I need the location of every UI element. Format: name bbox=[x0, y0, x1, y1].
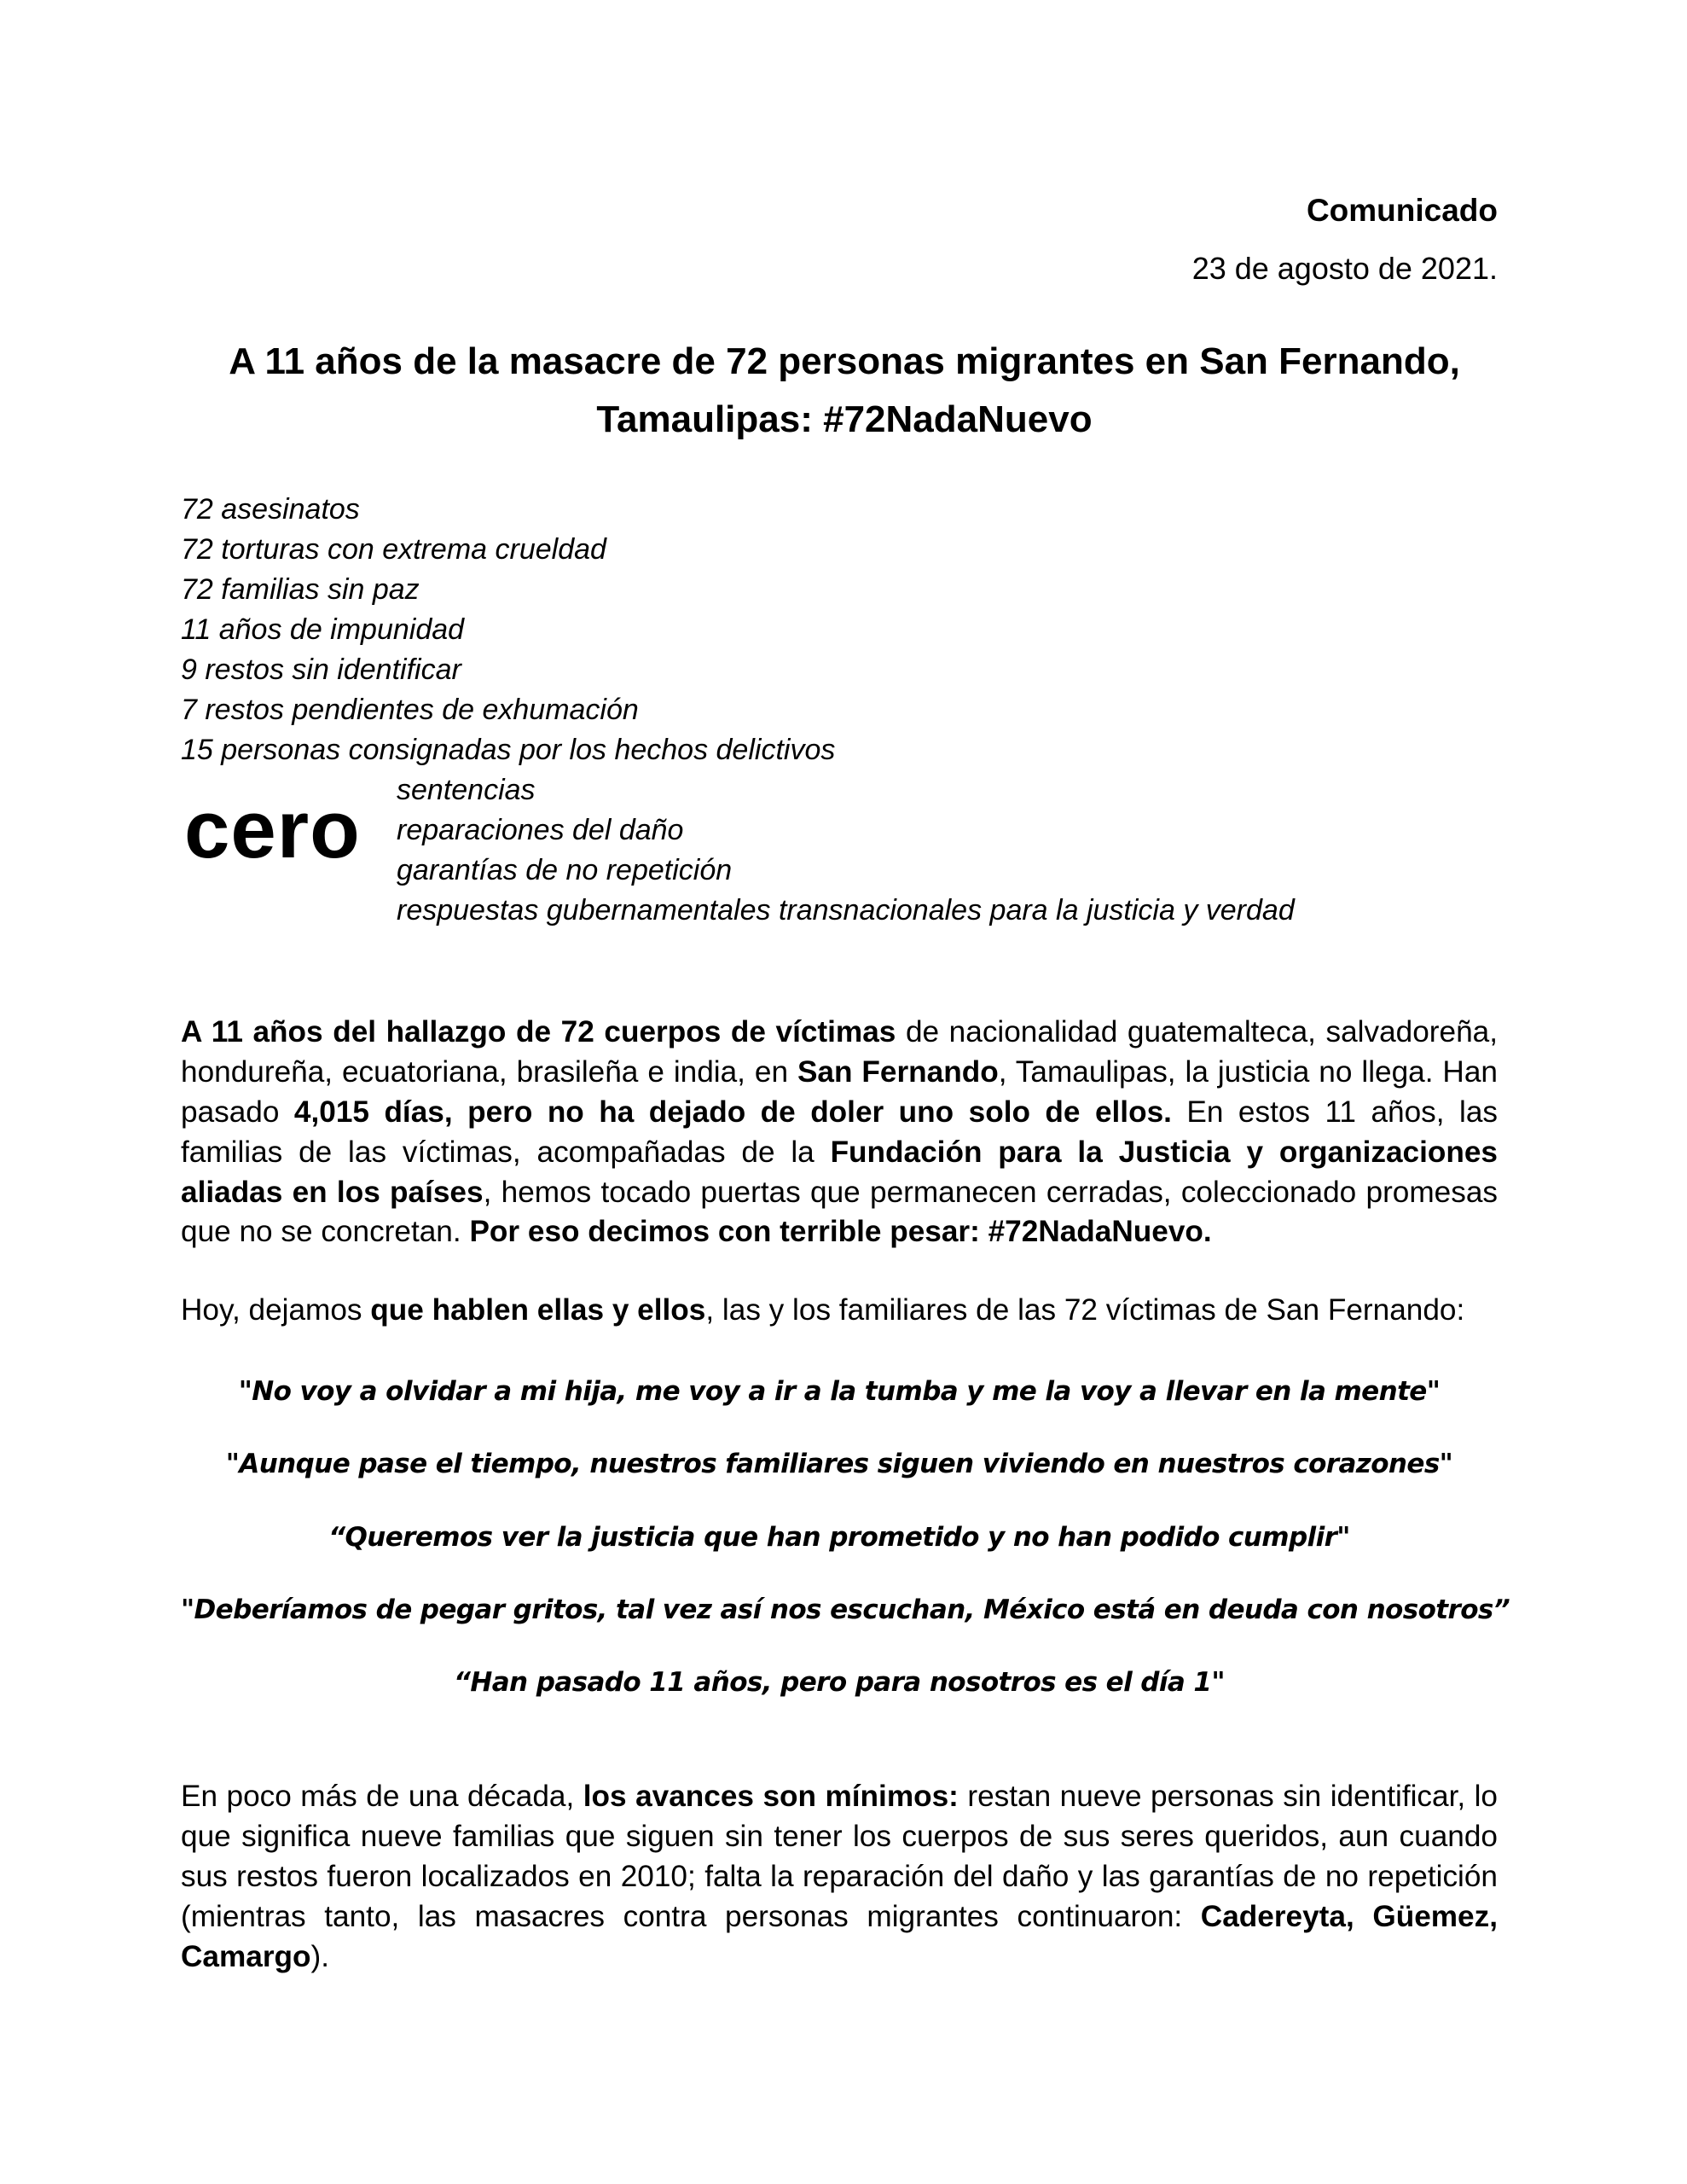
paragraph-3 bbox=[181, 1777, 1498, 1977]
bold-text: aliadas en los países bbox=[181, 1175, 484, 1209]
text: En estos 11 años, las bbox=[1171, 1095, 1498, 1129]
paragraph-line bbox=[181, 1777, 1498, 1817]
text: que significa nueve familias que siguen sin tener los cuerpos de sus seres queridos, aun cuando bbox=[181, 1819, 1498, 1853]
paragraph-line bbox=[181, 1053, 1498, 1093]
quote: "No voy a olvidar a mi hija, me voy a ir a la tumba y me la voy a llevar en la mente" bbox=[238, 1376, 1441, 1407]
paragraph-line bbox=[181, 1212, 1498, 1252]
paragraph-1 bbox=[181, 1013, 1498, 1252]
text: , Tamaulipas, la justicia no llega. Han bbox=[998, 1054, 1498, 1089]
text: , hemos tocado puertas que permanecen cerradas, coleccionado promesas bbox=[483, 1175, 1498, 1209]
quote: “Han pasado 11 años, pero para nosotros es el día 1" bbox=[454, 1667, 1225, 1698]
text: pasado bbox=[181, 1095, 294, 1129]
paragraph-line bbox=[181, 1013, 1498, 1053]
bold-text: Cadereyta, Güemez, bbox=[1200, 1899, 1498, 1933]
bold-text: que hablen ellas y ellos bbox=[370, 1293, 706, 1327]
text: ). bbox=[310, 1939, 330, 1973]
stat-line: 9 restos sin identificar bbox=[181, 653, 461, 686]
quote: “Queremos ver la justicia que han prometido y no han podido cumplir" bbox=[328, 1522, 1350, 1553]
paragraph-line bbox=[181, 1291, 1498, 1331]
bold-text: los avances son mínimos: bbox=[583, 1780, 959, 1813]
document-date: 23 de agosto de 2021. bbox=[1191, 251, 1498, 286]
bold-text: Por eso decimos con terrible pesar: #72NadaNuevo. bbox=[469, 1215, 1212, 1249]
text: , las y los familiares de las 72 víctimas de San Fernando: bbox=[705, 1293, 1465, 1327]
text: hondureña, ecuatoriana, brasileña e india, en bbox=[181, 1054, 797, 1089]
stat-line: 7 restos pendientes de exhumación bbox=[181, 694, 639, 726]
document-label: Comunicado bbox=[1306, 193, 1498, 228]
paragraph-line bbox=[181, 1857, 1498, 1897]
bold-text: Fundación para la Justicia y organizaciones bbox=[830, 1135, 1499, 1169]
cero-item: sentencias bbox=[397, 774, 536, 806]
paragraph-line bbox=[181, 1817, 1498, 1857]
quote: "Deberíamos de pegar gritos, tal vez así nos escuchan, México está en deuda con nosotros” bbox=[181, 1594, 1510, 1625]
paragraph-2 bbox=[181, 1291, 1498, 1331]
stat-line: 72 torturas con extrema crueldad bbox=[181, 533, 606, 566]
stat-line: 72 familias sin paz bbox=[181, 573, 420, 606]
quote: "Aunque pase el tiempo, nuestros familiares siguen viviendo en nuestros corazones" bbox=[225, 1449, 1453, 1479]
document-title bbox=[154, 333, 1535, 449]
bold-text: Camargo bbox=[181, 1939, 311, 1973]
stat-line: 11 años de impunidad bbox=[181, 613, 465, 646]
text: de nacionalidad guatemalteca, salvadoreña, bbox=[896, 1015, 1498, 1048]
paragraph-line bbox=[181, 1897, 1498, 1937]
text: familias de las víctimas, acompañadas de la bbox=[181, 1135, 831, 1169]
cero-item: reparaciones del daño bbox=[397, 814, 684, 846]
cero-item: respuestas gubernamentales transnacionales para la justicia y verdad bbox=[397, 894, 1295, 926]
title-line-1: A 11 años de la masacre de 72 personas migrantes en San Fernando, bbox=[229, 340, 1460, 382]
paragraph-line bbox=[181, 1093, 1498, 1133]
text: que no se concretan. bbox=[181, 1215, 470, 1249]
bold-text: San Fernando bbox=[797, 1054, 999, 1089]
cero-word: cero bbox=[184, 784, 361, 875]
text: (mientras tanto, las masacres contra personas migrantes continuaron: bbox=[181, 1899, 1201, 1933]
text: sus restos fueron localizados en 2010; falta la reparación del daño y las garantías de no repetición bbox=[181, 1859, 1498, 1893]
bold-text: 4,015 días, pero no ha dejado de doler uno solo de ellos. bbox=[293, 1095, 1172, 1129]
paragraph-line bbox=[181, 1937, 1498, 1978]
stat-line: 72 asesinatos bbox=[181, 493, 360, 526]
paragraph-line bbox=[181, 1173, 1498, 1213]
text: Hoy, dejamos bbox=[181, 1293, 371, 1327]
stat-line: 15 personas consignadas por los hechos delictivos bbox=[181, 734, 836, 766]
text: restan nueve personas sin identificar, lo bbox=[958, 1780, 1498, 1813]
paragraph-line bbox=[181, 1133, 1498, 1173]
text: En poco más de una década, bbox=[181, 1780, 583, 1813]
title-line-2: Tamaulipas: #72NadaNuevo bbox=[596, 398, 1093, 440]
cero-item: garantías de no repetición bbox=[397, 854, 733, 886]
bold-text: A 11 años del hallazgo de 72 cuerpos de víctimas bbox=[181, 1015, 896, 1048]
